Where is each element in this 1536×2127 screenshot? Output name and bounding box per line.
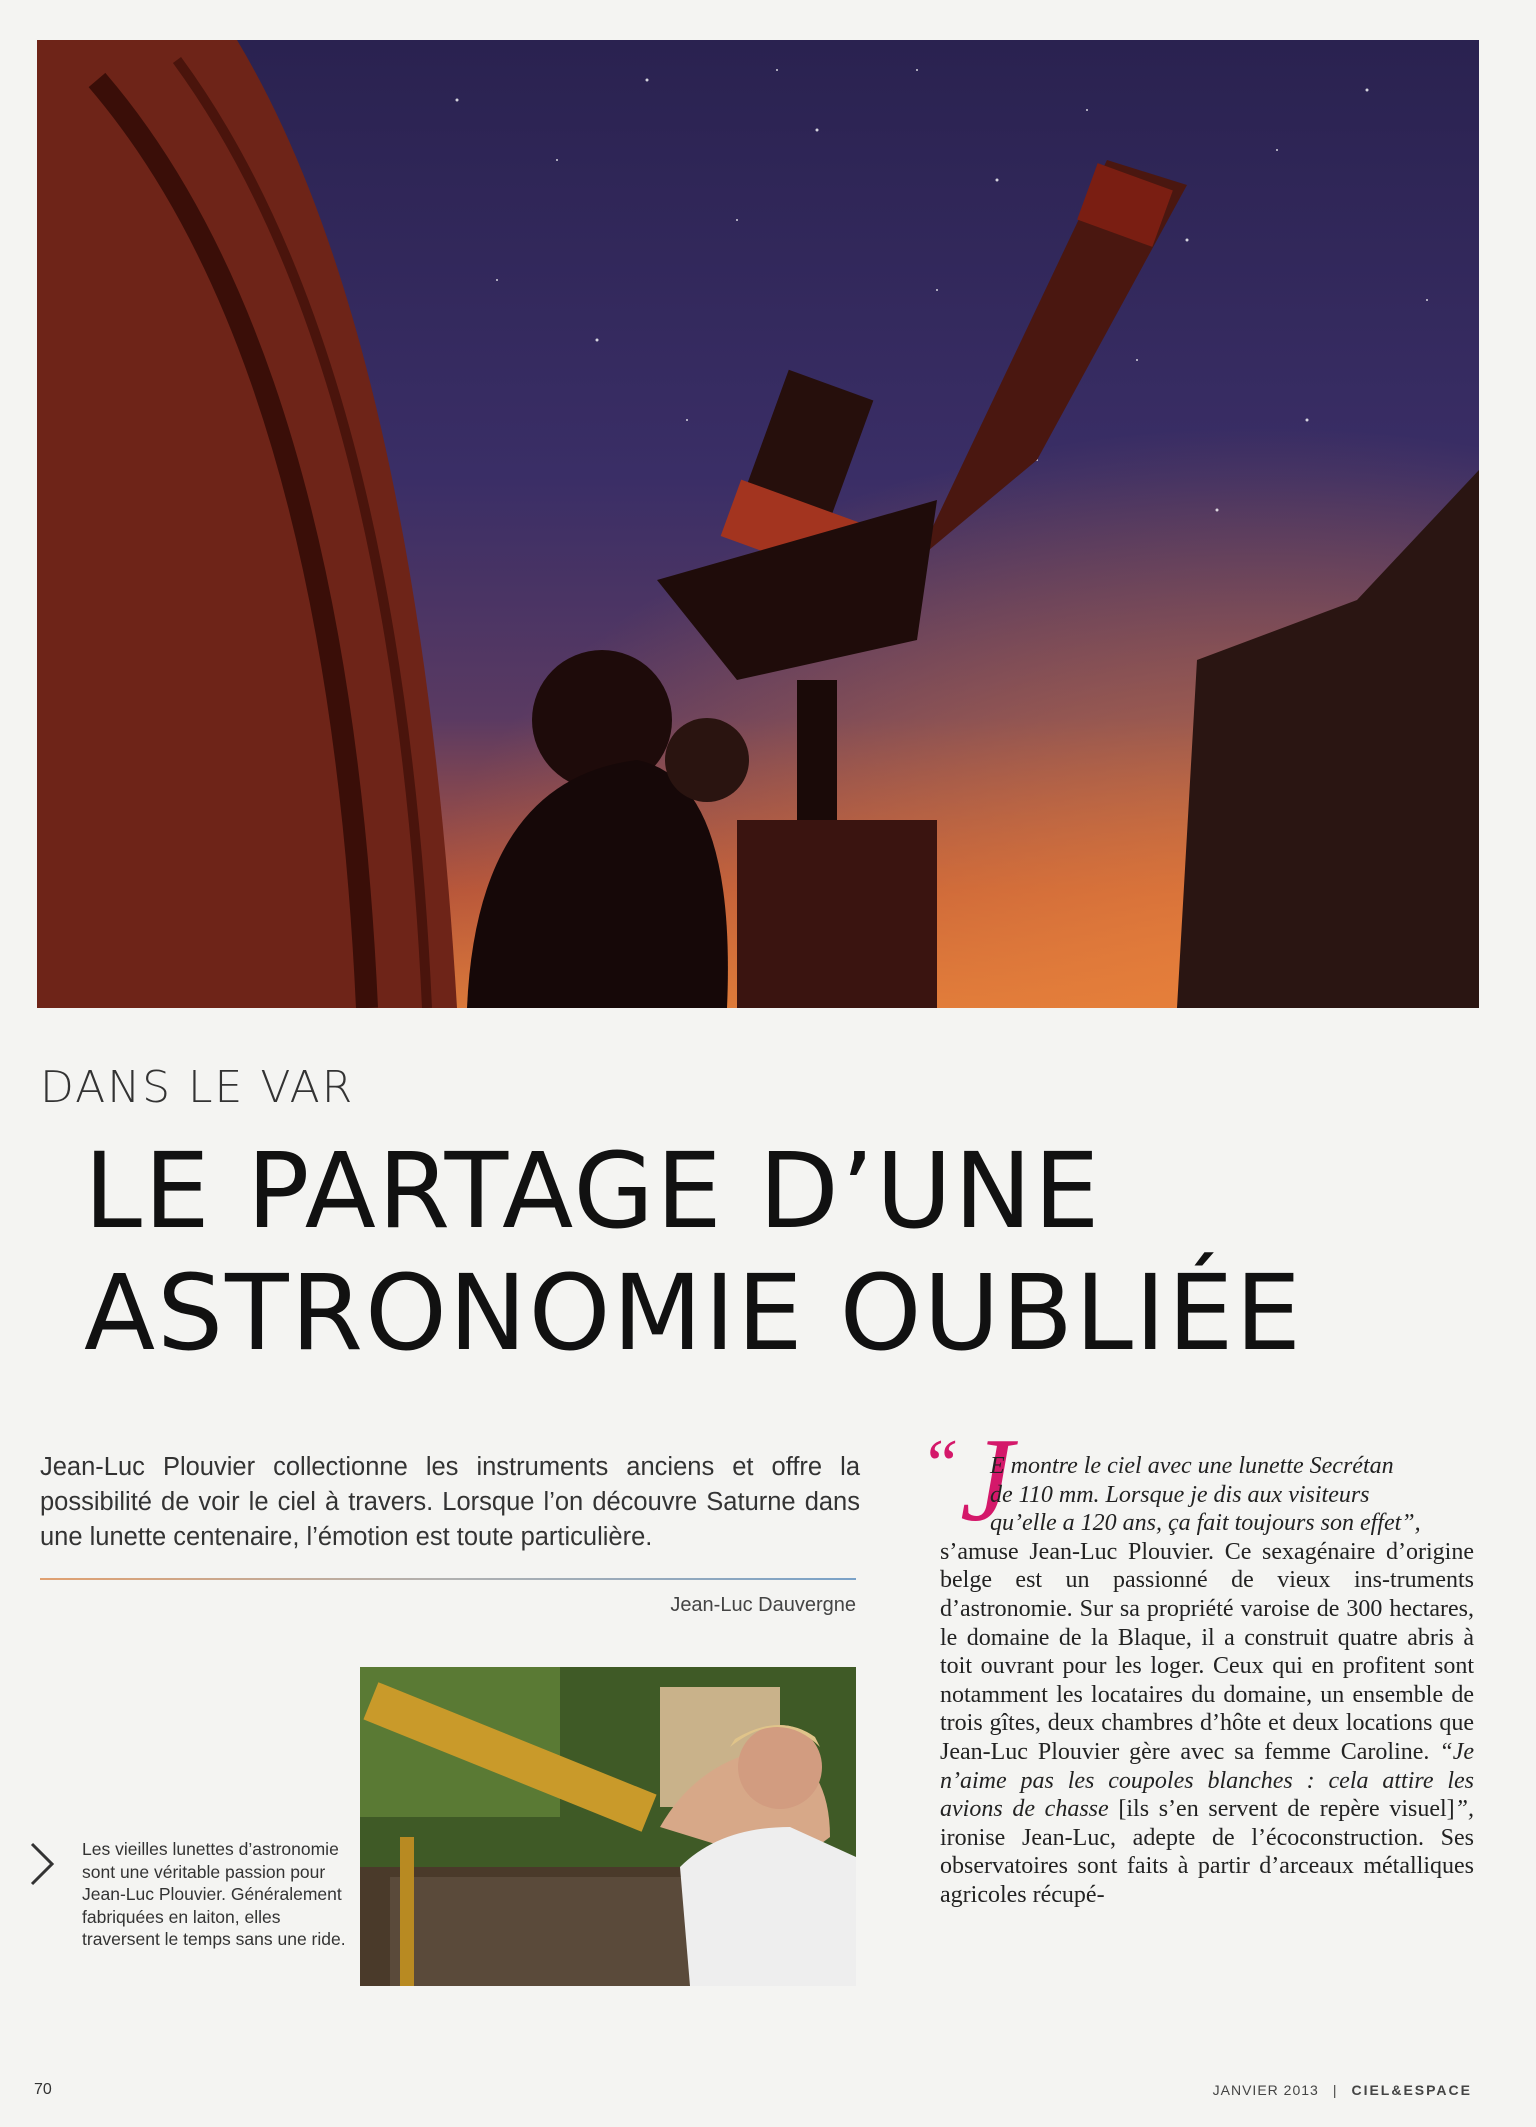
article-body-1: s’amuse Jean-Luc Plouvier. Ce sexagénaire d’origine belge est un passionné de vieux ins-truments d’astronomie. Sur sa propriété varoise de 300 hectares, le domaine de la Blaque, il a construit quatre abris à toit ouvrant pour les loger. Ceux qui en profitent sont notamment les locataires du domaine, un ensemble de trois gîtes, deux chambres d’hôte et deux locations que Jean-Luc Plouvier gère avec sa femme Caroline. [940, 1538, 1474, 1765]
photo-caption: Les vieilles lunettes d’astronomie sont une véritable passion pour Jean-Luc Plouvier. Généralement fabriquées en laiton, elles traversent le temps sans une ride. [82, 1839, 346, 1949]
inset-photo-brass-telescope [360, 1667, 856, 1986]
issue-date: JANVIER 2013 [1212, 2082, 1319, 2098]
author-byline: Jean-Luc Dauvergne [670, 1594, 856, 1616]
quote-line: qu’elle a 120 ans, ça fait toujours son effet”, [990, 1510, 1421, 1537]
article-paragraph [940, 1452, 1474, 1910]
article-quote-2-end: ”, [1454, 1796, 1475, 1823]
magazine-brand: CIEL&ESPACE [1351, 2082, 1472, 2098]
headline-line-2: ASTRONOMIE OUBLIÉE [84, 1252, 1303, 1374]
opening-quote-mark: “ [920, 1426, 959, 1503]
hero-illustration [37, 40, 1479, 1008]
article-bracket: [ils s’en servent de repère visuel] [1118, 1796, 1455, 1823]
kicker: DANS LE VAR [40, 1062, 355, 1113]
drop-cap: J [960, 1413, 1014, 1546]
headline [84, 1130, 1303, 1374]
divider-rule [40, 1578, 856, 1580]
quote-line: de 110 mm. Lorsque je dis aux visiteurs [990, 1481, 1370, 1508]
running-footer [1213, 2082, 1472, 2098]
article-body-2: ironise Jean-Luc, adepte de l’écoconstruction. Ses observatoires sont faits à partir d’arceaux métalliques agricoles récupé- [940, 1824, 1474, 1908]
footer-separator: | [1332, 2082, 1338, 2098]
chevron-right-icon [28, 1840, 58, 1888]
inset-illustration [360, 1667, 856, 1986]
headline-line-1: LE PARTAGE D’UNE [84, 1130, 1102, 1252]
quote-line: E montre le ciel avec une lunette Secrétan [990, 1453, 1394, 1479]
article-column [940, 1452, 1474, 1910]
hero-photo-observatory [37, 40, 1479, 1008]
page-number: 70 [34, 2081, 52, 2098]
article-quote-2: “Je n’aime pas les coupoles blanches : cela attire les avions de chasse [940, 1738, 1475, 1823]
standfirst: Jean-Luc Plouvier collectionne les instruments anciens et offre la possibilité de voir le ciel à travers. Lorsque l’on découvre Saturne dans une lunette centenaire, l’émotion est toute particulière. [40, 1453, 860, 1551]
